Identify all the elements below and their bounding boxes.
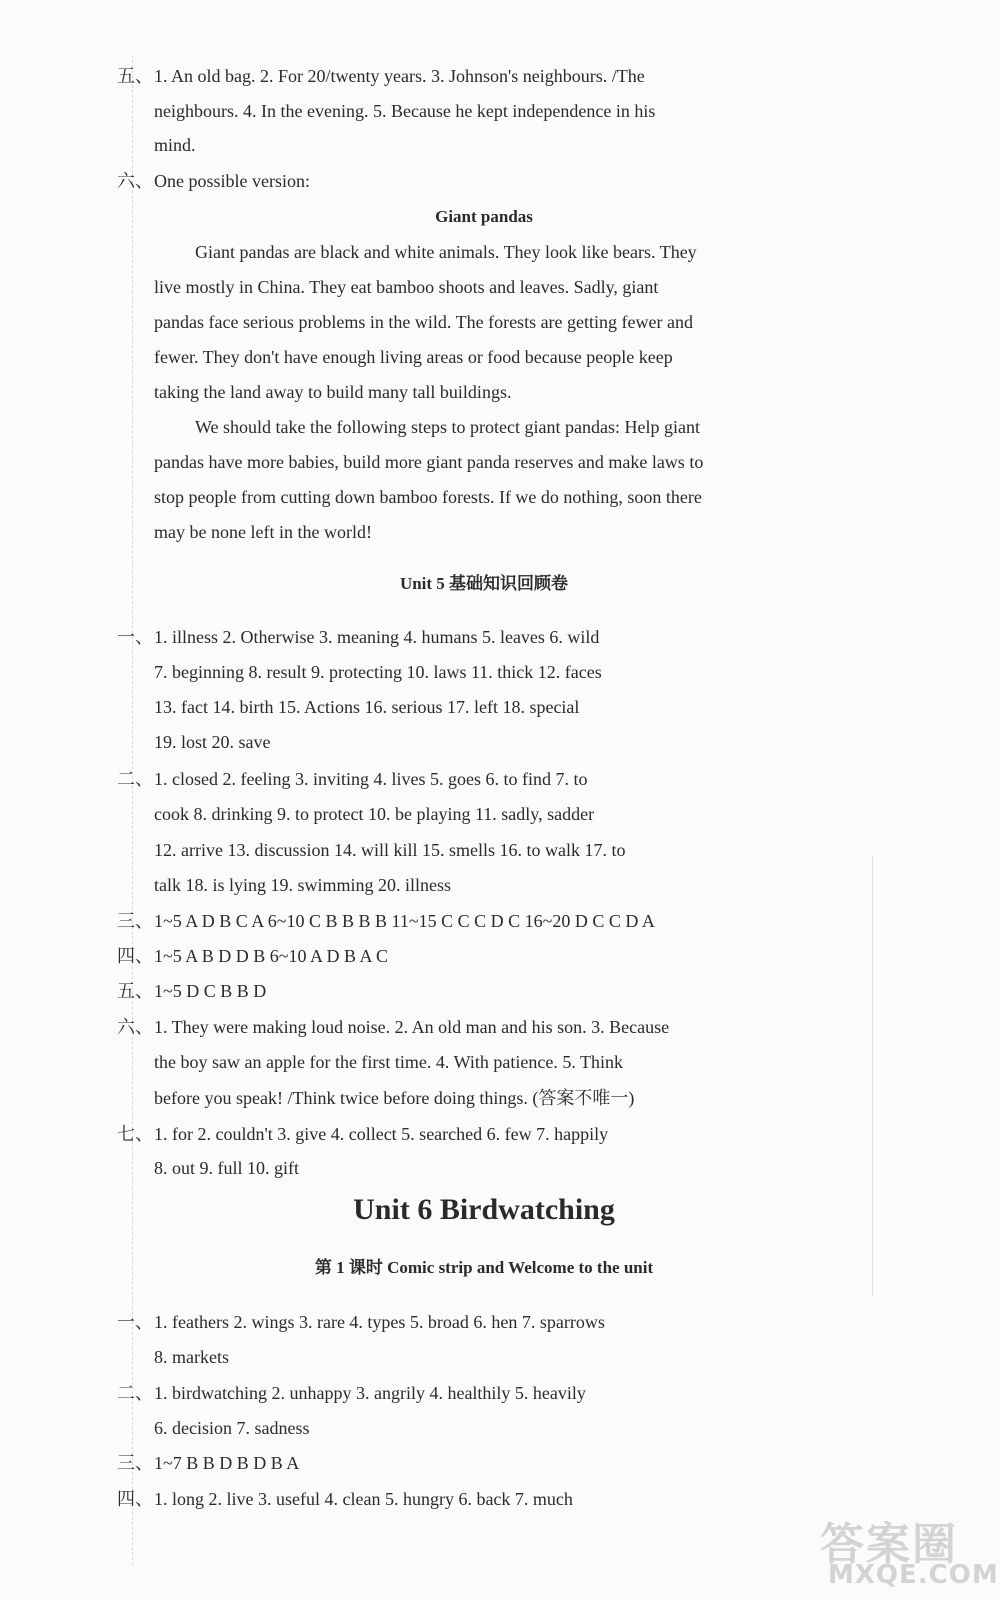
lesson-title: 第 1 课时 Comic strip and Welcome to the unit: [314, 1258, 654, 1277]
essay-text: pandas have more babies, build more giant panda reserves and make laws to: [154, 452, 704, 472]
answer-line: 8. out 9. full 10. gift: [154, 1158, 299, 1178]
answer-line: 1~7 B B D B D B A: [154, 1453, 300, 1473]
answer-line: neighbours. 4. In the evening. 5. Because he kept independence in his: [154, 101, 656, 121]
unit6-title: Unit 6 Birdwatching: [353, 1193, 615, 1226]
answer-line: 19. lost 20. save: [154, 732, 271, 752]
essay-text: may be none left in the world!: [154, 522, 372, 542]
answer-line: 1. closed 2. feeling 3. inviting 4. lives 5. goes 6. to find 7. to: [154, 769, 588, 789]
answer-line: the boy saw an apple for the first time. 4. With patience. 5. Think: [154, 1052, 623, 1072]
section-marker: 五、: [117, 981, 153, 1001]
answer-line: 1~5 A D B C A 6~10 C B B B B 11~15 C C C D C 16~20 D C C D A: [154, 911, 655, 931]
answer-line: before you speak! /Think twice before doing things. (答案不唯一): [154, 1088, 635, 1108]
answer-line: 12. arrive 13. discussion 14. will kill 15. smells 16. to walk 17. to: [154, 840, 626, 860]
answer-line: 1. birdwatching 2. unhappy 3. angrily 4. healthily 5. heavily: [154, 1383, 586, 1403]
site-watermark: [820, 1508, 999, 1598]
answer-line: 1. They were making loud noise. 2. An old man and his son. 3. Because: [154, 1017, 670, 1037]
answer-line: 1. illness 2. Otherwise 3. meaning 4. humans 5. leaves 6. wild: [154, 627, 600, 647]
essay-text: taking the land away to build many tall buildings.: [154, 382, 512, 402]
answer-line: 7. beginning 8. result 9. protecting 10. laws 11. thick 12. faces: [154, 662, 602, 682]
essay-title: Giant pandas: [435, 207, 533, 226]
section-marker: 六、: [117, 171, 153, 191]
section-marker: 五、: [117, 66, 153, 86]
essay-text: stop people from cutting down bamboo forests. If we do nothing, soon there: [154, 487, 702, 507]
answer-line: 8. markets: [154, 1347, 229, 1367]
answer-line: 1~5 A B D D B 6~10 A D B A C: [154, 946, 389, 966]
answer-line: cook 8. drinking 9. to protect 10. be playing 11. sadly, sadder: [154, 804, 595, 824]
answer-line: 1. feathers 2. wings 3. rare 4. types 5. broad 6. hen 7. sparrows: [154, 1312, 605, 1332]
answer-line: 1. for 2. couldn't 3. give 4. collect 5. searched 6. few 7. happily: [154, 1124, 609, 1144]
section-marker: 四、: [117, 1489, 153, 1509]
margin-divider: [132, 55, 134, 1565]
section-marker: 二、: [117, 1383, 153, 1403]
section-marker: 四、: [117, 946, 153, 966]
essay-text: live mostly in China. They eat bamboo shoots and leaves. Sadly, giant: [154, 277, 659, 297]
section-marker: 六、: [117, 1017, 153, 1037]
unit5-review-title: Unit 5 基础知识回顾卷: [399, 574, 569, 593]
essay-text: fewer. They don't have enough living areas or food because people keep: [154, 347, 673, 367]
section-marker: 二、: [117, 769, 153, 789]
essay-text: We should take the following steps to protect giant pandas: Help giant: [195, 417, 700, 437]
right-binding-line: [872, 855, 874, 1295]
section-marker: 三、: [117, 1453, 153, 1473]
answer-line: mind.: [154, 135, 196, 155]
section-marker: 七、: [117, 1124, 153, 1144]
essay-text: Giant pandas are black and white animals. They look like bears. They: [195, 242, 697, 262]
essay-text: pandas face serious problems in the wild. The forests are getting fewer and: [154, 312, 693, 332]
section-marker: 一、: [117, 627, 153, 647]
watermark-url: MXQE.COM: [828, 1560, 999, 1590]
answer-line: 6. decision 7. sadness: [154, 1418, 310, 1438]
answer-line: 1. long 2. live 3. useful 4. clean 5. hungry 6. back 7. much: [154, 1489, 573, 1509]
answer-line: One possible version:: [154, 171, 310, 191]
section-marker: 三、: [117, 911, 153, 931]
answer-line: 1~5 D C B B D: [154, 981, 267, 1001]
answer-line: 13. fact 14. birth 15. Actions 16. serious 17. left 18. special: [154, 697, 580, 717]
watermark-logo-text: 答案圈: [820, 1519, 958, 1570]
section-marker: 一、: [117, 1312, 153, 1332]
answer-line: talk 18. is lying 19. swimming 20. illness: [154, 875, 452, 895]
answer-line: 1. An old bag. 2. For 20/twenty years. 3. Johnson's neighbours. /The: [154, 66, 645, 86]
